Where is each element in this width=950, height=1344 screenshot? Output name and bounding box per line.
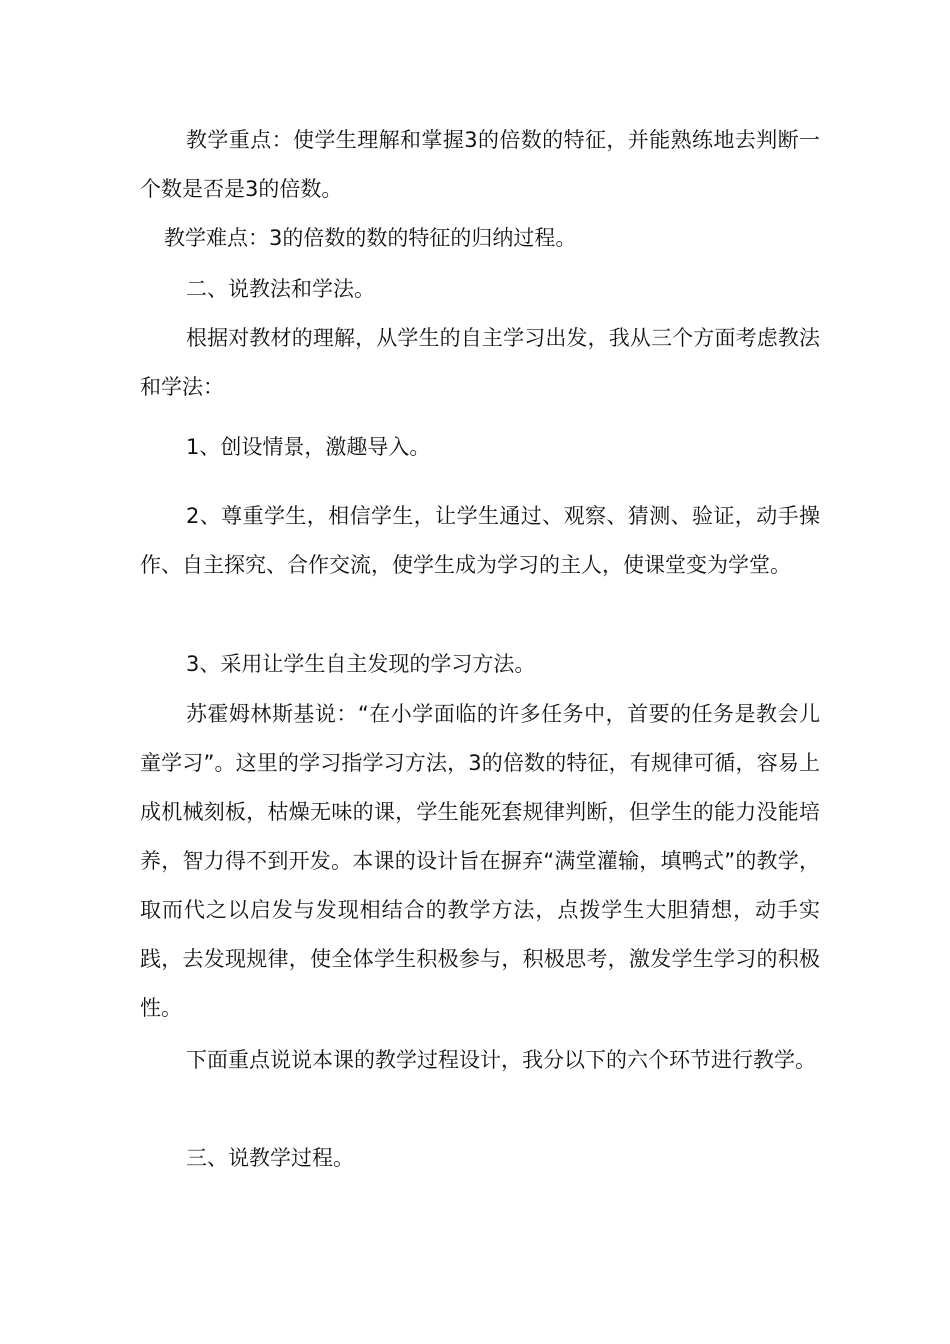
paragraph-process-intro: 下面重点说说本课的教学过程设计，我分以下的六个环节进行教学。 — [186, 1048, 816, 1072]
list-item-2: 2、尊重学生，相信学生，让学生通过、观察、猜测、验证，动手操作、自主探究、合作交流，使学生成为学习的主人，使课堂变为学堂。 — [140, 504, 820, 577]
paragraph-teaching-focus: 教学重点：使学生理解和掌握3的倍数的特征，并能熟练地去判断一个数是否是3的倍数。 — [140, 128, 820, 201]
paragraph-sukhomlinsky-quote: 苏霍姆林斯基说：“在小学面临的许多任务中，首要的任务是教会儿童学习”。这里的学习指学习方法，3的倍数的特征，有规律可循，容易上成机械刻板，枯燥无味的课，学生能死套规律判断，但学生的能力没能培养，智力得不到开发。本课的设计旨在摒弃“满堂灌输，填鸭式”的教学，取而代之以启发与发现相结合的教学方法，点拨学生大胆猜想，动手实践，去发现规律，使全体学生积极参与，积极思考，激发学生学习的积极性。 — [140, 702, 820, 1020]
list-item-3: 3、采用让学生自主发现的学习方法。 — [186, 652, 536, 676]
paragraph-teaching-difficulty: 教学难点：3的倍数的数的特征的归纳过程。 — [164, 226, 577, 250]
paragraph-methods-intro: 根据对教材的理解，从学生的自主学习出发，我从三个方面考虑教法和学法： — [140, 326, 820, 399]
heading-teaching-process: 三、说教学过程。 — [186, 1146, 354, 1170]
heading-teaching-methods: 二、说教法和学法。 — [186, 277, 375, 301]
list-item-1: 1、创设情景，激趣导入。 — [186, 435, 431, 459]
